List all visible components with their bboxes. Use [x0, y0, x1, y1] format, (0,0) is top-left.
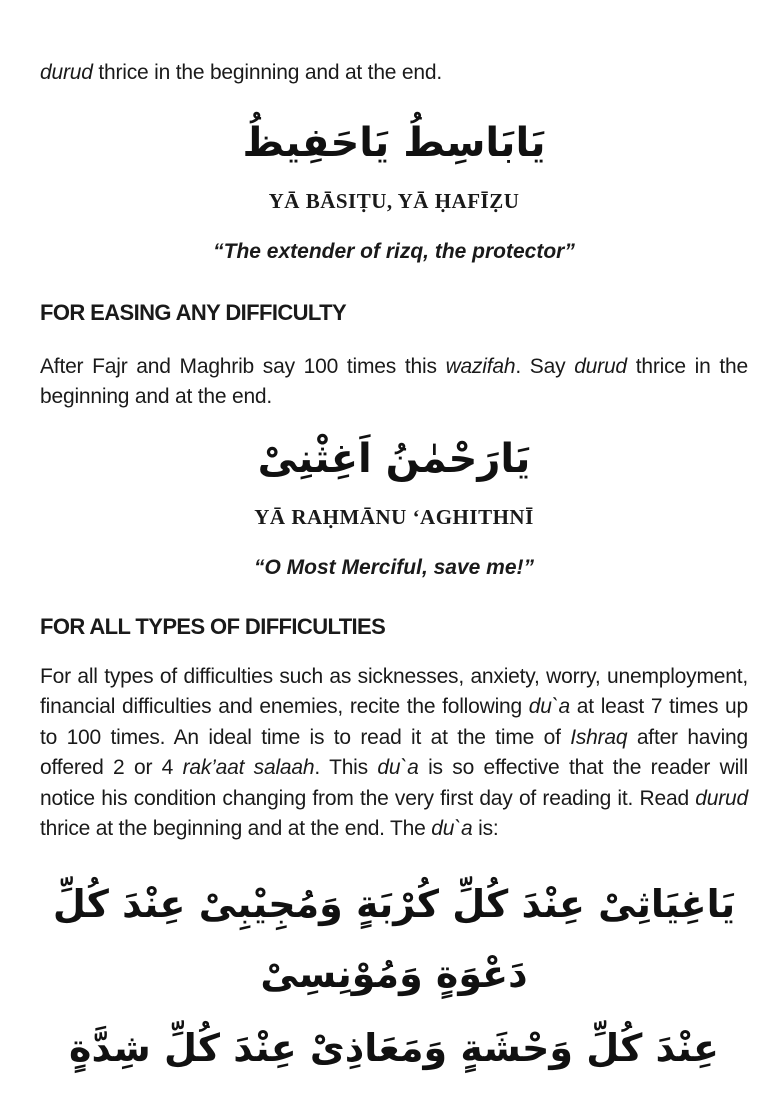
wazifah-2-arabic: يَارَحْمٰنُ اَغِثْنِىْ: [257, 435, 531, 482]
wazifah-1-arabic: يَابَاسِطُ يَاحَفِيظُ: [242, 119, 546, 166]
intro-text: thrice in the beginning and at the end.: [92, 61, 442, 84]
wazifah-1-meaning: “The extender of rizq, the protector”: [213, 239, 575, 263]
section-1-heading: FOR EASING ANY DIFFICULTY: [40, 299, 347, 325]
dua-arabic-line-2: عِنْدَ كُلِّ وَحْشَةٍ وَمَعَاذِىْ عِنْدَ كُلِّ شِدَّةٍ: [69, 1025, 719, 1070]
section-2-em-4: du`a: [377, 756, 419, 779]
section-1-em-1: wazifah: [445, 354, 516, 378]
section-1-text-c: thrice in the beginning and at the end.: [40, 354, 749, 408]
intro-line: [40, 58, 748, 89]
section-2-text-g: is:: [472, 817, 499, 840]
section-2-em-1: du`a: [528, 695, 571, 718]
section-2-em-5: durud: [695, 786, 748, 810]
wazifah-2-transliteration: YĀ RAḤMĀNU ‘AGHITHNĪ: [254, 504, 534, 529]
section-2-paragraph: [40, 662, 748, 845]
dua-arabic-line-1: يَاغِيَاثِىْ عِنْدَ كُلِّ كُرْبَةٍ وَمُجِيْبِىْ عِنْدَ كُلِّ دَعْوَةٍ وَمُوْنِسِىْ: [52, 881, 736, 996]
section-1-paragraph: [40, 352, 748, 413]
section-1-text-a: After Fajr and Maghrib say 100 times this: [40, 354, 446, 378]
section-2-em-6: du`a: [431, 817, 473, 840]
section-2-text-a: For all types of difficulties such as sicknesses, anxiety, worry, unemployment, financial difficulties and enemies, recite the following: [40, 664, 748, 718]
section-2-em-2: Ishraq: [570, 725, 628, 749]
section-2-heading: FOR ALL TYPES OF DIFFICULTIES: [40, 613, 386, 639]
section-2-text-c: after having offered 2 or 4: [40, 725, 748, 779]
intro-em: durud: [40, 61, 93, 84]
section-2-text-e: is so effective that the reader will notice his condition changing from the very first day of reading it. Read: [40, 756, 748, 810]
wazifah-2-meaning: “O Most Merciful, save me!”: [253, 555, 535, 579]
section-1-em-2: durud: [574, 354, 627, 378]
section-2-em-3: rak’aat salaah: [182, 756, 315, 779]
section-2-text-f: thrice at the beginning and at the end. The: [40, 817, 432, 840]
section-2-text-b: at least 7 times up to 100 times. An ideal time is to read it at the time of: [40, 695, 748, 749]
section-1-text-b: . Say: [515, 354, 575, 378]
section-2-text-d: . This: [314, 756, 378, 779]
wazifah-1-transliteration: YĀ BĀSIṬU, YĀ ḤAFĪẒU: [268, 188, 520, 213]
